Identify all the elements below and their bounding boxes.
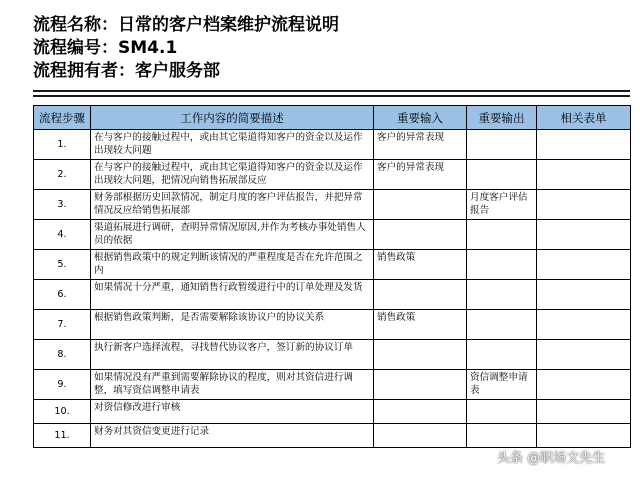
step-number: 3.: [34, 190, 91, 220]
step-output: [467, 400, 537, 424]
step-output: [467, 340, 537, 370]
step-description: 在与客户的接触过程中，或由其它渠道得知客户的资金以及运作出现较大问题: [91, 130, 374, 160]
step-number: 5.: [34, 250, 91, 280]
step-form: [537, 400, 631, 424]
step-number: 6.: [34, 280, 91, 310]
table-row: [34, 310, 631, 340]
step-number: 8.: [34, 340, 91, 370]
column-header-form: 相关表单: [537, 106, 631, 130]
divider-bottom: [33, 95, 630, 97]
column-header-description: 工作内容的简要描述: [91, 106, 374, 130]
table-header-row: [34, 106, 631, 130]
step-output: 资信调整申请表: [467, 370, 537, 400]
step-input: 客户的异常表现: [374, 160, 467, 190]
table-row: [34, 220, 631, 250]
step-description: 财务部根据历史回款情况，制定月度的客户评估报告，并把异常情况反应给销售拓展部: [91, 190, 374, 220]
step-input: [374, 424, 467, 448]
step-form: [537, 280, 631, 310]
step-form: [537, 130, 631, 160]
step-form: [537, 220, 631, 250]
step-output: [467, 280, 537, 310]
step-number: 11.: [34, 424, 91, 448]
step-form: [537, 190, 631, 220]
table-row: [34, 160, 631, 190]
step-input: [374, 280, 467, 310]
step-number: 1.: [34, 130, 91, 160]
step-output: [467, 130, 537, 160]
step-output: [467, 310, 537, 340]
title-block: [33, 14, 339, 83]
table-row: [34, 190, 631, 220]
process-owner: 流程拥有者：客户服务部: [33, 61, 220, 81]
table-row: [34, 400, 631, 424]
step-output: [467, 160, 537, 190]
table-row: [34, 340, 631, 370]
step-form: [537, 424, 631, 448]
table-row: [34, 424, 631, 448]
table-row: [34, 250, 631, 280]
step-description: 如果情况没有严重到需要解除协议的程度，则对其资信进行调整，填写资信调整申请表: [91, 370, 374, 400]
step-number: 2.: [34, 160, 91, 190]
column-header-step: 流程步骤: [34, 106, 91, 130]
table-row: [34, 370, 631, 400]
step-form: [537, 310, 631, 340]
step-input: [374, 340, 467, 370]
step-input: [374, 190, 467, 220]
table-row: [34, 280, 631, 310]
step-input: 客户的异常表现: [374, 130, 467, 160]
process-table: [33, 105, 631, 448]
step-output: [467, 424, 537, 448]
step-number: 9.: [34, 370, 91, 400]
divider-top: [33, 90, 630, 92]
step-description: 根据销售政策判断，是否需要解除该协议户的协议关系: [91, 310, 374, 340]
step-input: 销售政策: [374, 250, 467, 280]
table-row: [34, 130, 631, 160]
step-form: [537, 250, 631, 280]
step-description: 财务对其资信变更进行记录: [91, 424, 374, 448]
step-output: 月度客户评估报告: [467, 190, 537, 220]
step-input: [374, 400, 467, 424]
step-output: [467, 220, 537, 250]
step-form: [537, 340, 631, 370]
watermark: 头条 @职场文先生: [497, 451, 606, 466]
column-header-input: 重要输入: [374, 106, 467, 130]
step-number: 7.: [34, 310, 91, 340]
step-input: 销售政策: [374, 310, 467, 340]
step-input: [374, 370, 467, 400]
step-output: [467, 250, 537, 280]
process-name: 流程名称：日常的客户档案维护流程说明: [33, 15, 339, 35]
step-description: 渠道拓展进行调研，查明异常情况原因,并作为考核办事处销售人员的依据: [91, 220, 374, 250]
step-description: 对资信修改进行审核: [91, 400, 374, 424]
step-description: 在与客户的接触过程中，或由其它渠道得知客户的资金以及运作出现较大问题，把情况向销售拓展部反应: [91, 160, 374, 190]
step-form: [537, 370, 631, 400]
step-description: 执行新客户选择流程，寻找替代协议客户，签订新的协议订单: [91, 340, 374, 370]
step-form: [537, 160, 631, 190]
step-description: 根据销售政策中的规定判断该情况的严重程度是否在允许范围之内: [91, 250, 374, 280]
step-input: [374, 220, 467, 250]
step-number: 4.: [34, 220, 91, 250]
step-number: 10.: [34, 400, 91, 424]
step-description: 如果情况十分严重，通知销售行政暂缓进行中的订单处理及发货: [91, 280, 374, 310]
column-header-output: 重要输出: [467, 106, 537, 130]
process-id: 流程编号：SM4.1: [33, 38, 178, 58]
